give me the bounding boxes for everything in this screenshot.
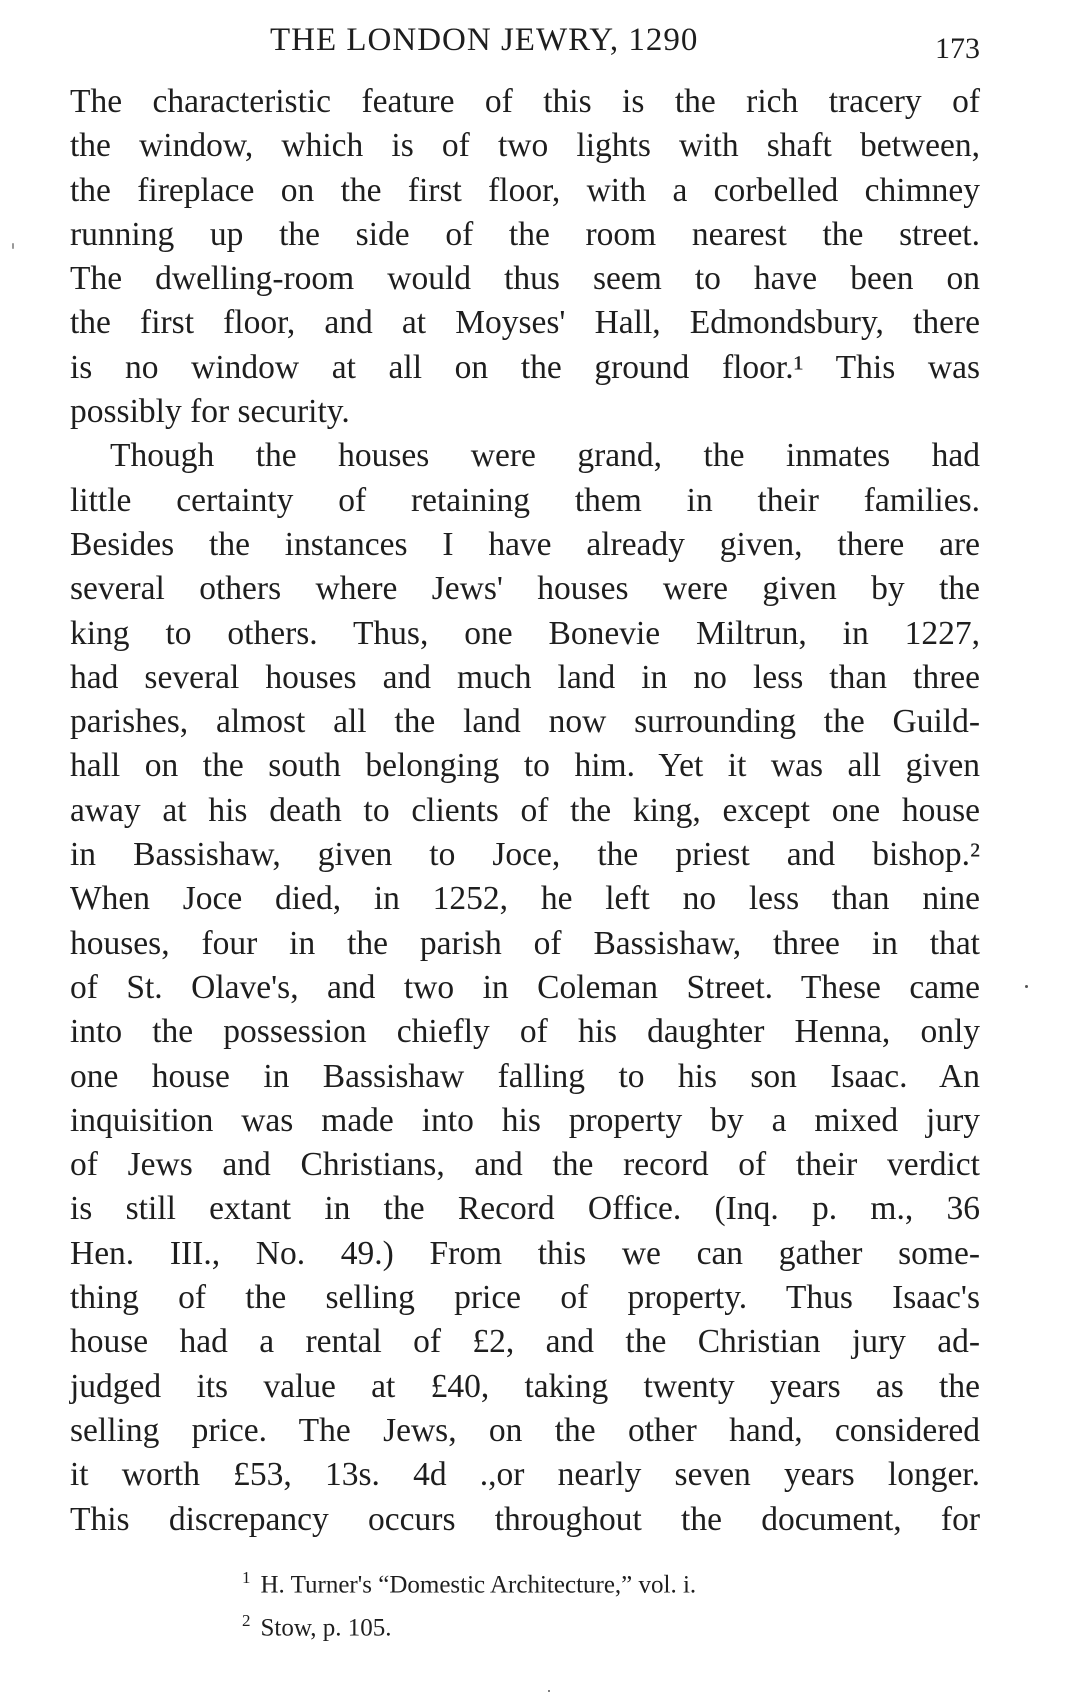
footnote-text: Stow, p. 105. xyxy=(260,1614,392,1642)
footnote-2 xyxy=(242,1603,696,1646)
text-line: selling price. The Jews, on the other hand, considered xyxy=(70,1411,980,1449)
scan-speck xyxy=(548,1690,550,1692)
footnotes xyxy=(242,1560,696,1647)
footnote-1 xyxy=(242,1560,696,1603)
text-line: in Bassishaw, given to Joce, the priest and bishop.² xyxy=(70,836,980,874)
scan-speck xyxy=(1025,985,1028,988)
text-line: had several houses and much land in no less than three xyxy=(70,658,980,696)
text-line: little certainty of retaining them in their families. xyxy=(70,481,980,519)
scan-speck xyxy=(12,243,14,249)
running-title: THE LONDON JEWRY, 1290 xyxy=(270,22,699,58)
page-header xyxy=(70,18,980,68)
text-line: This discrepancy occurs throughout the document, for xyxy=(70,1500,980,1538)
text-line: the window, which is of two lights with shaft between, xyxy=(70,127,980,165)
text-line: Hen. III., No. 49.) From this we can gather some- xyxy=(70,1234,980,1272)
text-line: Though the houses were grand, the inmates had xyxy=(110,437,980,475)
text-line: Besides the instances I have already given, there are xyxy=(70,525,980,563)
text-line: it worth £53, 13s. 4d .,or nearly seven years longer. xyxy=(70,1456,980,1494)
text-line: The dwelling-room would thus seem to have been on xyxy=(70,260,980,298)
text-line: possibly for security. xyxy=(70,393,350,431)
footnote-text: H. Turner's “Domestic Architecture,” vol. i. xyxy=(260,1571,697,1599)
text-line: judged its value at £40, taking twenty years as the xyxy=(70,1367,980,1405)
text-line: thing of the selling price of property. Thus Isaac's xyxy=(70,1279,980,1317)
text-line: When Joce died, in 1252, he left no less than nine xyxy=(70,880,980,918)
text-line: house had a rental of £2, and the Christian jury ad- xyxy=(70,1323,980,1361)
text-line: is no window at all on the ground floor.¹ This was xyxy=(70,348,980,386)
text-line: of Jews and Christians, and the record of their verdict xyxy=(70,1146,980,1184)
text-line: into the possession chiefly of his daughter Henna, only xyxy=(70,1013,980,1051)
footnote-mark: 2 xyxy=(242,1611,251,1631)
text-line: The characteristic feature of this is the rich tracery of xyxy=(70,83,980,120)
text-line: running up the side of the room nearest the street. xyxy=(70,215,980,253)
body-text xyxy=(70,80,980,1542)
text-line: of St. Olave's, and two in Coleman Street. These came xyxy=(70,968,980,1006)
page-number: 173 xyxy=(935,32,980,65)
text-line: houses, four in the parish of Bassishaw, three in that xyxy=(70,924,980,962)
text-line: king to others. Thus, one Bonevie Miltrun, in 1227, xyxy=(70,614,980,652)
text-line: hall on the south belonging to him. Yet it was all given xyxy=(70,747,980,785)
text-line: is still extant in the Record Office. (Inq. p. m., 36 xyxy=(70,1190,980,1228)
footnote-mark: 1 xyxy=(242,1568,251,1587)
text-line: inquisition was made into his property by a mixed jury xyxy=(70,1101,980,1139)
text-line: away at his death to clients of the king, except one house xyxy=(70,791,980,829)
text-line: one house in Bassishaw falling to his son Isaac. An xyxy=(70,1057,980,1095)
text-line: the fireplace on the first floor, with a corbelled chimney xyxy=(70,171,980,209)
text-line: several others where Jews' houses were given by the xyxy=(70,570,980,608)
text-line: the first floor, and at Moyses' Hall, Edmondsbury, there xyxy=(70,304,980,342)
text-line: parishes, almost all the land now surrounding the Guild- xyxy=(70,703,980,741)
